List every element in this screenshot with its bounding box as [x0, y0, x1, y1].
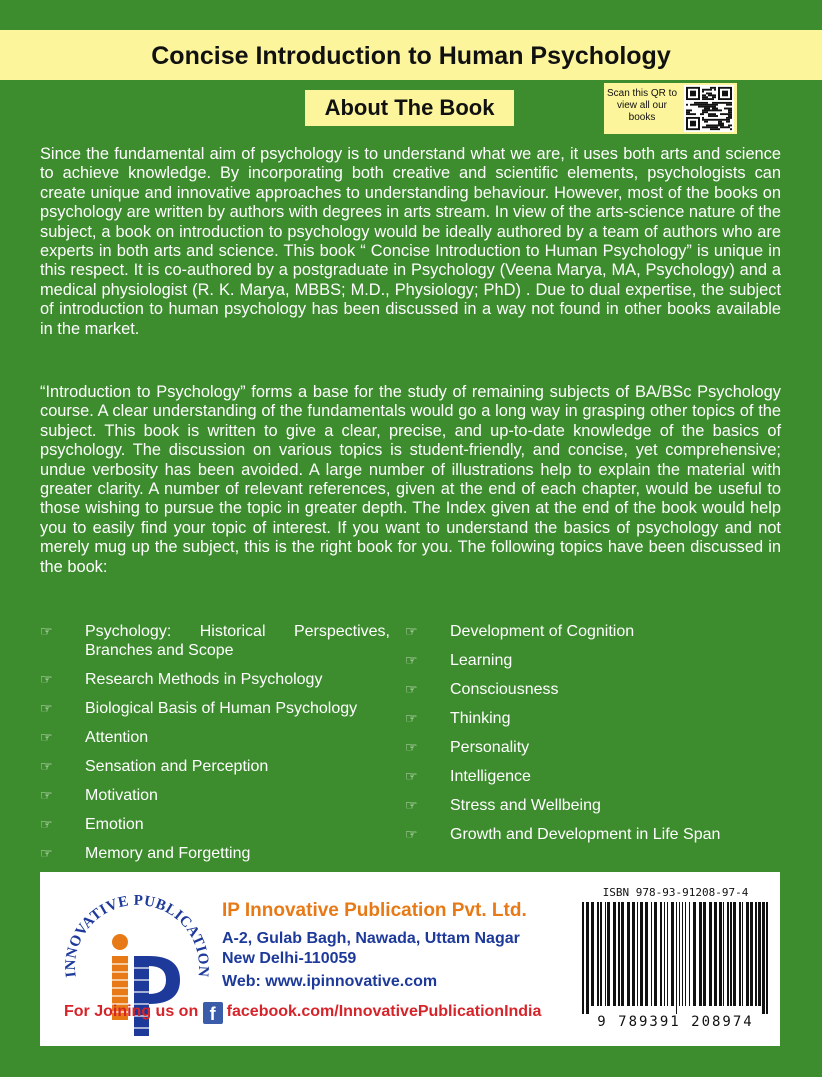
list-item: ☞ Psychology: Historical Perspectives, Branches and Scope: [40, 623, 390, 659]
pointing-hand-icon: ☞: [40, 700, 53, 716]
join-label: For Joining us on: [64, 1003, 199, 1020]
list-item: ☞ Stress and Wellbeing: [405, 797, 601, 814]
list-item: ☞ Motivation: [40, 787, 158, 804]
list-item: ☞ Thinking: [405, 710, 511, 727]
pointing-hand-icon: ☞: [405, 826, 418, 842]
qr-code-icon[interactable]: [684, 85, 734, 132]
list-item: ☞ Development of Cognition: [405, 623, 635, 640]
isbn-barcode: [578, 886, 773, 1036]
publisher-address-line-1: A-2, Gulab Bagh, Nawada, Uttam Nagar: [222, 930, 520, 947]
facebook-link[interactable]: facebook.com/InnovativePublicationIndia: [226, 1003, 542, 1020]
about-paragraph-2: “Introduction to Psychology” forms a base for the study of remaining subjects of BA/BSc Psychology course. A clear understanding of the fundamentals would go a long way in grasping other topics of the subject. This book is written to give a clear, precise, and up-to-date knowledge of the basics of psychology. The discussion on various topics is student-friendly, and concise, yet comprehensive; undue verbosity has been avoided. A large number of illustrations help to explain the material with greater clarity. A number of relevant references, given at the end of each chapter, would be useful to those wishing to pursue the topic in greater depth. The Index given at the end of the book would help you to easily find your topic of interest. If you want to understand the basics of psychology and not merely mug up the subject, this is the right book for you. The following topics have been discussed in the book:: [40, 383, 781, 576]
list-item: ☞ Research Methods in Psychology: [40, 671, 323, 688]
topic-list-left: [40, 622, 390, 873]
pointing-hand-icon: ☞: [405, 739, 418, 755]
list-item: ☞ Intelligence: [405, 768, 531, 785]
pointing-hand-icon: ☞: [40, 787, 53, 803]
topic-list-right: [405, 622, 785, 854]
list-item: ☞ Attention: [40, 729, 149, 746]
pointing-hand-icon: ☞: [405, 623, 418, 639]
publisher-website-link[interactable]: Web: www.ipinnovative.com: [222, 973, 438, 990]
list-item: ☞ Emotion: [40, 816, 144, 833]
list-item: ☞ Sensation and Perception: [40, 758, 269, 775]
pointing-hand-icon: ☞: [40, 729, 53, 745]
pointing-hand-icon: ☞: [405, 768, 418, 784]
logo-arc-text: INNOVATIVE PUBLICATION: [62, 892, 212, 979]
qr-caption: Scan this QR to view all our books: [606, 88, 678, 123]
publisher-address-line-2: New Delhi-110059: [222, 950, 357, 967]
list-item: ☞ Consciousness: [405, 681, 559, 698]
publisher-name: IP Innovative Publication Pvt. Ltd.: [222, 900, 527, 921]
list-item: ☞ Growth and Development in Life Span: [405, 826, 721, 843]
pointing-hand-icon: ☞: [405, 797, 418, 813]
list-item: ☞ Learning: [405, 652, 513, 669]
pointing-hand-icon: ☞: [40, 758, 53, 774]
isbn-label: ISBN 978-93-91208-97-4: [602, 886, 749, 899]
publisher-panel: [40, 872, 780, 1046]
pointing-hand-icon: ☞: [40, 816, 53, 832]
facebook-icon[interactable]: f: [203, 1002, 223, 1024]
barcode-icon: [578, 902, 773, 1014]
pointing-hand-icon: ☞: [405, 681, 418, 697]
isbn-number: 9 789391 208974: [597, 1014, 754, 1030]
book-title: Concise Introduction to Human Psychology: [151, 42, 671, 70]
list-item: ☞ Memory and Forgetting: [40, 845, 251, 862]
qr-panel[interactable]: [604, 83, 737, 134]
pointing-hand-icon: ☞: [40, 845, 53, 861]
list-item: ☞ Personality: [405, 739, 530, 756]
pointing-hand-icon: ☞: [405, 652, 418, 668]
facebook-join-line: [64, 1002, 541, 1024]
about-paragraph-1: Since the fundamental aim of psychology is to understand what we are, it uses both arts and science to achieve knowledge. By incorporating both creative and scientific elements, psychologists can create unique and innovative approaches to understanding behaviour. However, most of the books on psychology are written by authors with degrees in arts stream. In view of the arts-science nature of the subject, a book on introduction to psychology would be ideally authored by a team of authors who are experts in both arts and science. This book “ Concise Introduction to Human Psychology” is unique in this respect. It is co-authored by a postgraduate in Psychology (Veena Marya, MA, Psychology) and a medical physiologist (R. K. Marya, MBBS; M.D., Physiology; PhD) . Due to dual expertise, the subject of introduction to human psychology has been discussed in a way not found in other books available in the market.: [40, 145, 781, 338]
list-item: ☞ Biological Basis of Human Psychology: [40, 700, 358, 717]
about-heading: About The Book: [305, 90, 514, 126]
pointing-hand-icon: ☞: [40, 671, 53, 687]
pointing-hand-icon: ☞: [40, 623, 53, 639]
pointing-hand-icon: ☞: [405, 710, 418, 726]
